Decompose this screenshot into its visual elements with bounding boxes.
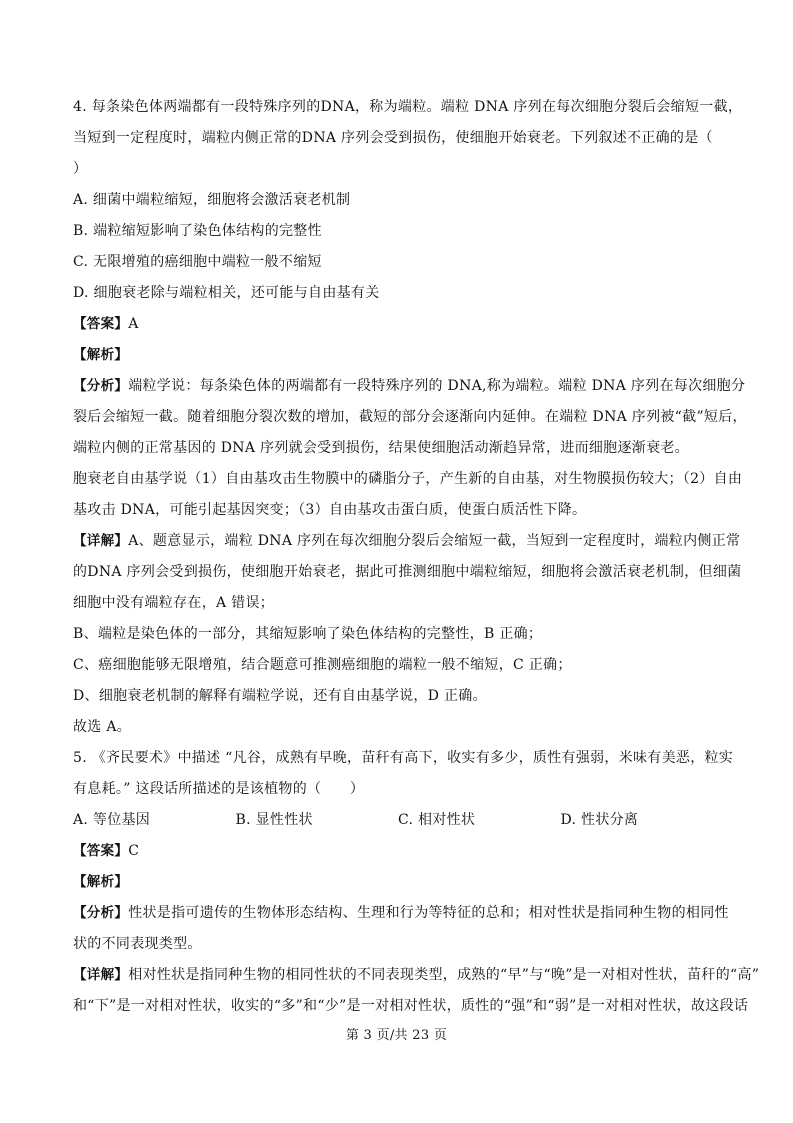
q5-option-a: A. 等位基因 — [73, 812, 151, 828]
q4-xiangjie-line-2: 的DNA 序列会受到损伤，使细胞开始衰老，据此可推测细胞中端粒缩短，细胞将会激活衰老机制，但细菌 — [73, 564, 742, 580]
q4-xiangjie-line-3: 细胞中没有端粒存在，A 错误； — [73, 595, 275, 611]
xiangjie-tag: 【详解】 — [73, 967, 129, 983]
answer-value: C — [128, 843, 140, 859]
fenxi-tag: 【分析】 — [73, 378, 129, 394]
q4-xiangjie-line-5: C、癌细胞能够无限增殖，结合题意可推测癌细胞的端粒一般不缩短，C 正确； — [73, 657, 572, 673]
answer-tag: 【答案】 — [73, 316, 129, 332]
q5-option-c: C. 相对性状 — [398, 812, 476, 828]
xiangjie-tag: 【详解】 — [73, 533, 129, 549]
q5-jiexi-heading — [73, 867, 723, 898]
q4-xiangjie-line-4: B、端粒是染色体的一部分，其缩短影响了染色体结构的完整性，B 正确； — [73, 626, 543, 642]
q4-option-c: C. 无限增殖的癌细胞中端粒一般不缩短 — [73, 254, 322, 270]
q4-fenxi-line-3: 端粒内侧的正常基因的 DNA 序列就会受到损伤，结果使细胞活动渐趋异常，进而细胞逐渐衰老。 — [73, 440, 689, 456]
q5-option-b: B. 显性性状 — [235, 812, 313, 828]
fenxi-text: 性状是指可遗传的生物体形态结构、生理和行为等特征的总和；相对性状是指同种生物的相同性 — [128, 905, 729, 921]
fenxi-tag: 【分析】 — [73, 905, 129, 921]
xiangjie-text: 相对性状是指同种生物的相同性状的不同表现类型，成熟的“早”与“晚”是一对相对性状，苗秆的“高” — [128, 967, 760, 983]
q5-options-row — [73, 805, 723, 836]
q4-option-b: B. 端粒缩短影响了染色体结构的完整性 — [73, 223, 322, 239]
q4-jiexi-heading — [73, 340, 723, 371]
q4-option-d: D. 细胞衰老除与端粒相关，还可能与自由基有关 — [73, 285, 380, 301]
answer-tag: 【答案】 — [73, 843, 129, 859]
q4-fenxi-line-2: 裂后会缩短一截。随着细胞分裂次数的增加，截短的部分会逐渐向内延伸。在端粒 DNA 序列被“截”短后， — [73, 409, 747, 425]
jiexi-tag: 【解析】 — [73, 874, 129, 890]
q4-xiangjie-line-1 — [73, 526, 741, 557]
q5-fenxi-line-1 — [73, 898, 729, 929]
q4-stem-line-2: 当短到一定程度时，端粒内侧正常的DNA 序列会受到损伤，使细胞开始衰老。下列叙述不正确的是（ — [73, 130, 713, 146]
q5-xiangjie-line-1 — [73, 960, 760, 991]
q4-stem-line-3: ） — [73, 161, 88, 177]
q4-option-a: A. 细菌中端粒缩短，细胞将会激活衰老机制 — [73, 192, 351, 208]
xiangjie-text: A、题意显示，端粒 DNA 序列在每次细胞分裂后会缩短一截，当短到一定程度时，端粒内侧正常 — [128, 533, 741, 549]
q5-stem-line-1: 5. 《齐民要术》中描述 “凡谷，成熟有早晚，苗秆有高下，收实有多少，质性有强弱，米味有美恶，粒实 — [73, 750, 734, 766]
q5-fenxi-line-2: 状的不同表现类型。 — [73, 936, 202, 952]
q5-option-d: D. 性状分离 — [560, 812, 639, 828]
jiexi-tag: 【解析】 — [73, 347, 129, 363]
q5-stem-line-2: 有息耗。” 这段话所描述的是该植物的（ ） — [73, 781, 365, 797]
q4-stem-line-1: 4. 每条染色体两端都有一段特殊序列的DNA，称为端粒。端粒 DNA 序列在每次细胞分裂后会缩短一截， — [73, 99, 743, 115]
q4-xiangjie-line-6: D、细胞衰老机制的解释有端粒学说，还有自由基学说，D 正确。 — [73, 688, 487, 704]
q4-answer — [73, 309, 723, 340]
q4-fenxi-line-4: 胞衰老自由基学说（1）自由基攻击生物膜中的磷脂分子，产生新的自由基，对生物膜损伤较大；（2）自由 — [73, 471, 743, 487]
page-content — [73, 92, 760, 1022]
q5-xiangjie-line-2: 和“下”是一对相对性状，收实的“多”和“少”是一对相对性状，质性的“强”和“弱”是一对相对性状，故这段话 — [73, 998, 749, 1014]
page-footer: 第 3 页/共 23 页 — [345, 1028, 448, 1043]
answer-value: A — [128, 316, 139, 332]
q4-fenxi-line-5: 基攻击 DNA，可能引起基因突变；（3）自由基攻击蛋白质，使蛋白质活性下降。 — [73, 502, 587, 518]
q4-fenxi-line-1 — [73, 371, 746, 402]
q5-answer — [73, 836, 723, 867]
q4-xiangjie-line-7: 故选 A。 — [73, 719, 132, 735]
fenxi-text: 端粒学说：每条染色体的两端都有一段特殊序列的 DNA,称为端粒。端粒 DNA 序列在每次细胞分 — [128, 378, 746, 394]
